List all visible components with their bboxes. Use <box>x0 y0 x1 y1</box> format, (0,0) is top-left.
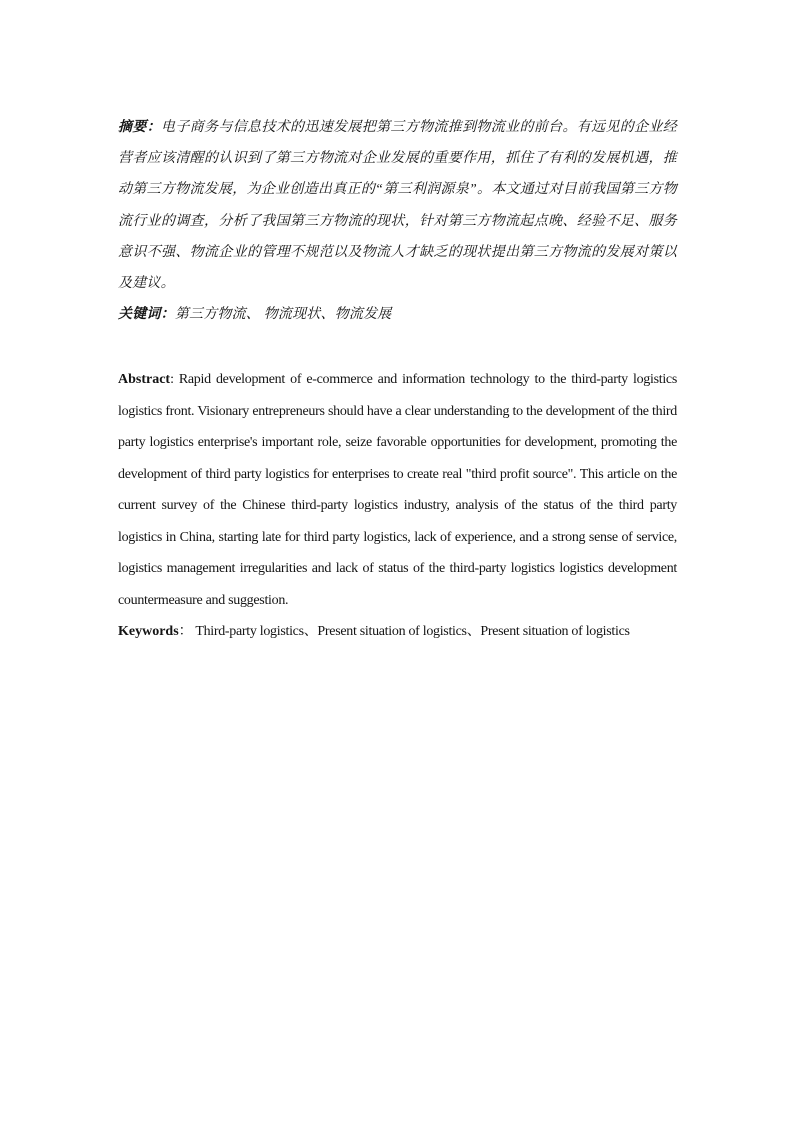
english-abstract-paragraph <box>118 364 677 616</box>
chinese-keywords-colon: ： <box>160 307 175 323</box>
chinese-abstract-text: 电子商务与信息技术的迅速发展把第三方物流推到物流业的前台。有远见的企业经营者应该清醒的认识到了第三方物流对企业发展的重要作用，抓住了有利的发展机遇，推动第三方物流发展，为企业创造出真正的“第三利润源泉”。本文通过对目前我国第三方物流行业的调查，分析了我国第三方物流的现状，针对第三方物流起点晚、经验不足、服务意识不强、物流企业的管理不规范以及物流人才缺乏的现状提出第三方物流的发展对策以及建议。 <box>118 120 678 292</box>
chinese-keywords-paragraph <box>118 299 677 330</box>
english-keywords-text: Third-party logistics、Present situation of logistics、Present situation of logistics <box>195 624 630 639</box>
english-abstract-colon: : <box>170 372 179 387</box>
english-keywords-colon: ： <box>178 624 196 639</box>
english-abstract-section <box>118 364 677 648</box>
chinese-abstract-section <box>118 112 677 330</box>
chinese-abstract-paragraph <box>118 112 677 299</box>
english-keywords-label: Keywords <box>118 624 179 639</box>
chinese-abstract-label: 摘要 <box>118 120 147 135</box>
english-abstract-label: Abstract <box>118 372 171 387</box>
chinese-abstract-colon: ： <box>146 120 162 135</box>
english-keywords-paragraph <box>118 616 677 648</box>
chinese-keywords-text: 第三方物流、 物流现状、物流发展 <box>174 307 392 323</box>
chinese-keywords-label: 关键词 <box>118 307 161 323</box>
english-abstract-text: Rapid development of e-commerce and information technology to the third-party logistics logistics front. Visionary entrepreneurs should have a clear understanding to the development of the third party logistics enterprise's important role, seize favorable opportunities for development, promoting the development of third party logistics for enterprises to create real "third profit source". This article on the current survey of the Chinese third-party logistics industry, analysis of the status of the third party logistics in China, starting late for third party logistics, lack of experience, and a strong sense of service, logistics management irregularities and lack of status of the third-party logistics logistics development countermeasure and suggestion. <box>118 372 677 608</box>
